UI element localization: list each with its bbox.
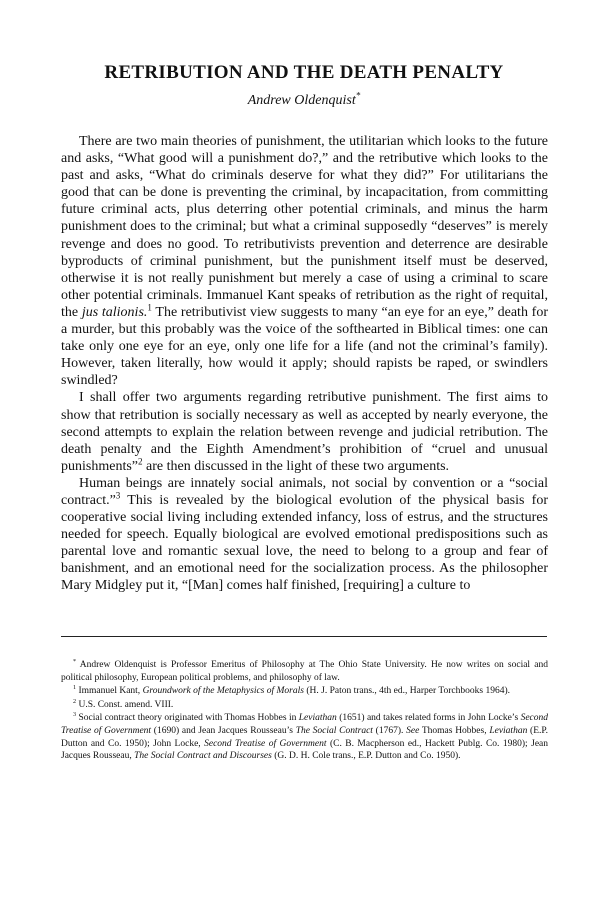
italic-run: Leviathan bbox=[298, 713, 337, 724]
footnote bbox=[61, 699, 548, 712]
footnote-ref: 2 bbox=[73, 698, 77, 705]
text-run: Immanuel Kant, bbox=[76, 686, 143, 697]
footnotes bbox=[61, 659, 548, 764]
italic-run: Leviathan bbox=[489, 725, 528, 736]
author-name: Andrew Oldenquist bbox=[247, 93, 356, 108]
text-run: (C. B. Macpherson ed., Hackett Publg. Co. 1980); Jean Jacques Rousseau, bbox=[61, 738, 548, 762]
text-run: There are two main theories of punishment, the utilitarian which looks to the future and asks, “What good will a punishment do?,” and the retributive which looks to the past and asks, “What do criminals deserve for what they did?” For utilitarians the good that can be done is preventing the criminal, by incapacitation, from committing future criminal acts, plus deterring other potential criminals, and minus the harm punishment does to the criminal; but what a criminal supposedly “deserves” is merely revenge and does no good. To retributivists prevention and deterrence are desirable byproducts of criminal punishment, but the punishment itself must be deserved, otherwise it is not really punishment but merely a case of using a criminal to scare other potential criminals. Immanuel Kant speaks of retribution as the right of requital, the bbox=[61, 134, 548, 320]
footnote-ref: 2 bbox=[138, 456, 143, 467]
footnote-ref: 3 bbox=[73, 712, 77, 719]
text-run: Social contract theory originated with Thomas Hobbes in bbox=[76, 713, 299, 724]
paragraph bbox=[61, 475, 548, 595]
footnote bbox=[61, 685, 548, 698]
italic-run: Second Treatise of Government bbox=[61, 713, 549, 736]
article-title: RETRIBUTION AND THE DEATH PENALTY bbox=[104, 62, 504, 83]
text-run: U.S. Const. amend. VIII. bbox=[76, 699, 174, 710]
footnote bbox=[61, 712, 548, 762]
text-run: (1767). bbox=[372, 725, 407, 736]
italic-run: The Social Contract and Discourses bbox=[134, 751, 272, 762]
footnote bbox=[61, 659, 548, 684]
text-run: The retributivist view suggests to many “an eye for an eye,” death for a murder, but this probably was the voice of the softhearted in Biblical times: one can take only one eye for an eye, only one life for a life (and not the criminal’s family). However, taken literally, how would it apply; should rapists be raped, or swindlers swindled? bbox=[61, 304, 548, 389]
text-run: I shall offer two arguments regarding retributive punishment. The first aims to show that retribution is socially necessary as well as accepted by nearly everyone, the second attempts to explain the relation between revenge and judicial retribution. The death penalty and the Eighth Amendment’s prohibition of “cruel and unusual punishments” bbox=[61, 390, 548, 474]
italic-run: The Social Contract bbox=[295, 725, 373, 736]
author-line bbox=[0, 90, 608, 109]
text-run: Human beings are innately social animals, not social by convention or a “social contract.” bbox=[61, 475, 548, 508]
text-run: are then discussed in the light of these two arguments. bbox=[142, 458, 450, 474]
italic-run: Second Treatise of Government bbox=[204, 738, 327, 749]
footnote-ref: 1 bbox=[73, 685, 77, 692]
text-run: (G. D. H. Cole trans., E.P. Dutton and Co. 1950). bbox=[271, 751, 461, 762]
footnote-ref: * bbox=[73, 658, 77, 665]
text-run: (1690) and Jean Jacques Rousseau’s bbox=[151, 725, 296, 736]
italic-run: See bbox=[406, 725, 420, 736]
paragraph bbox=[61, 133, 548, 389]
footnote-divider bbox=[61, 636, 547, 637]
body-text bbox=[61, 133, 548, 595]
text-run: (E.P. Dutton and Co. 1950); John Locke, bbox=[61, 725, 549, 749]
footnote-ref: 3 bbox=[115, 490, 121, 501]
text-run: Thomas Hobbes, bbox=[419, 725, 490, 736]
italic-run: jus talionis. bbox=[81, 304, 148, 320]
paragraph bbox=[61, 389, 548, 474]
text-run: (1651) and takes related forms in John Locke’s bbox=[336, 713, 521, 724]
italic-run: Groundwork of the Metaphysics of Morals bbox=[142, 686, 304, 697]
text-run: Andrew Oldenquist is Professor Emeritus of Philosophy at The Ohio State University. He now writes on social and political philosophy, European political problems, and philosophy of law. bbox=[61, 660, 548, 683]
footnote-ref: 1 bbox=[147, 302, 152, 313]
text-run: This is revealed by the biological evolution of the physical basis for cooperative social living including extended infancy, loss of estrus, and the structures needed for speech. Equally biological are evolved emotional predispositions such as parental love and romantic sexual love, the need to belong to a group and fear of banishment, and an emotional need for the socialization process. As the philosopher Mary Midgley put it, “[Man] comes half finished, [requiring] a culture to bbox=[61, 492, 548, 594]
author-footnote-mark: * bbox=[355, 90, 361, 101]
text-run: (H. J. Paton trans., 4th ed., Harper Torchbooks 1964). bbox=[303, 686, 510, 697]
